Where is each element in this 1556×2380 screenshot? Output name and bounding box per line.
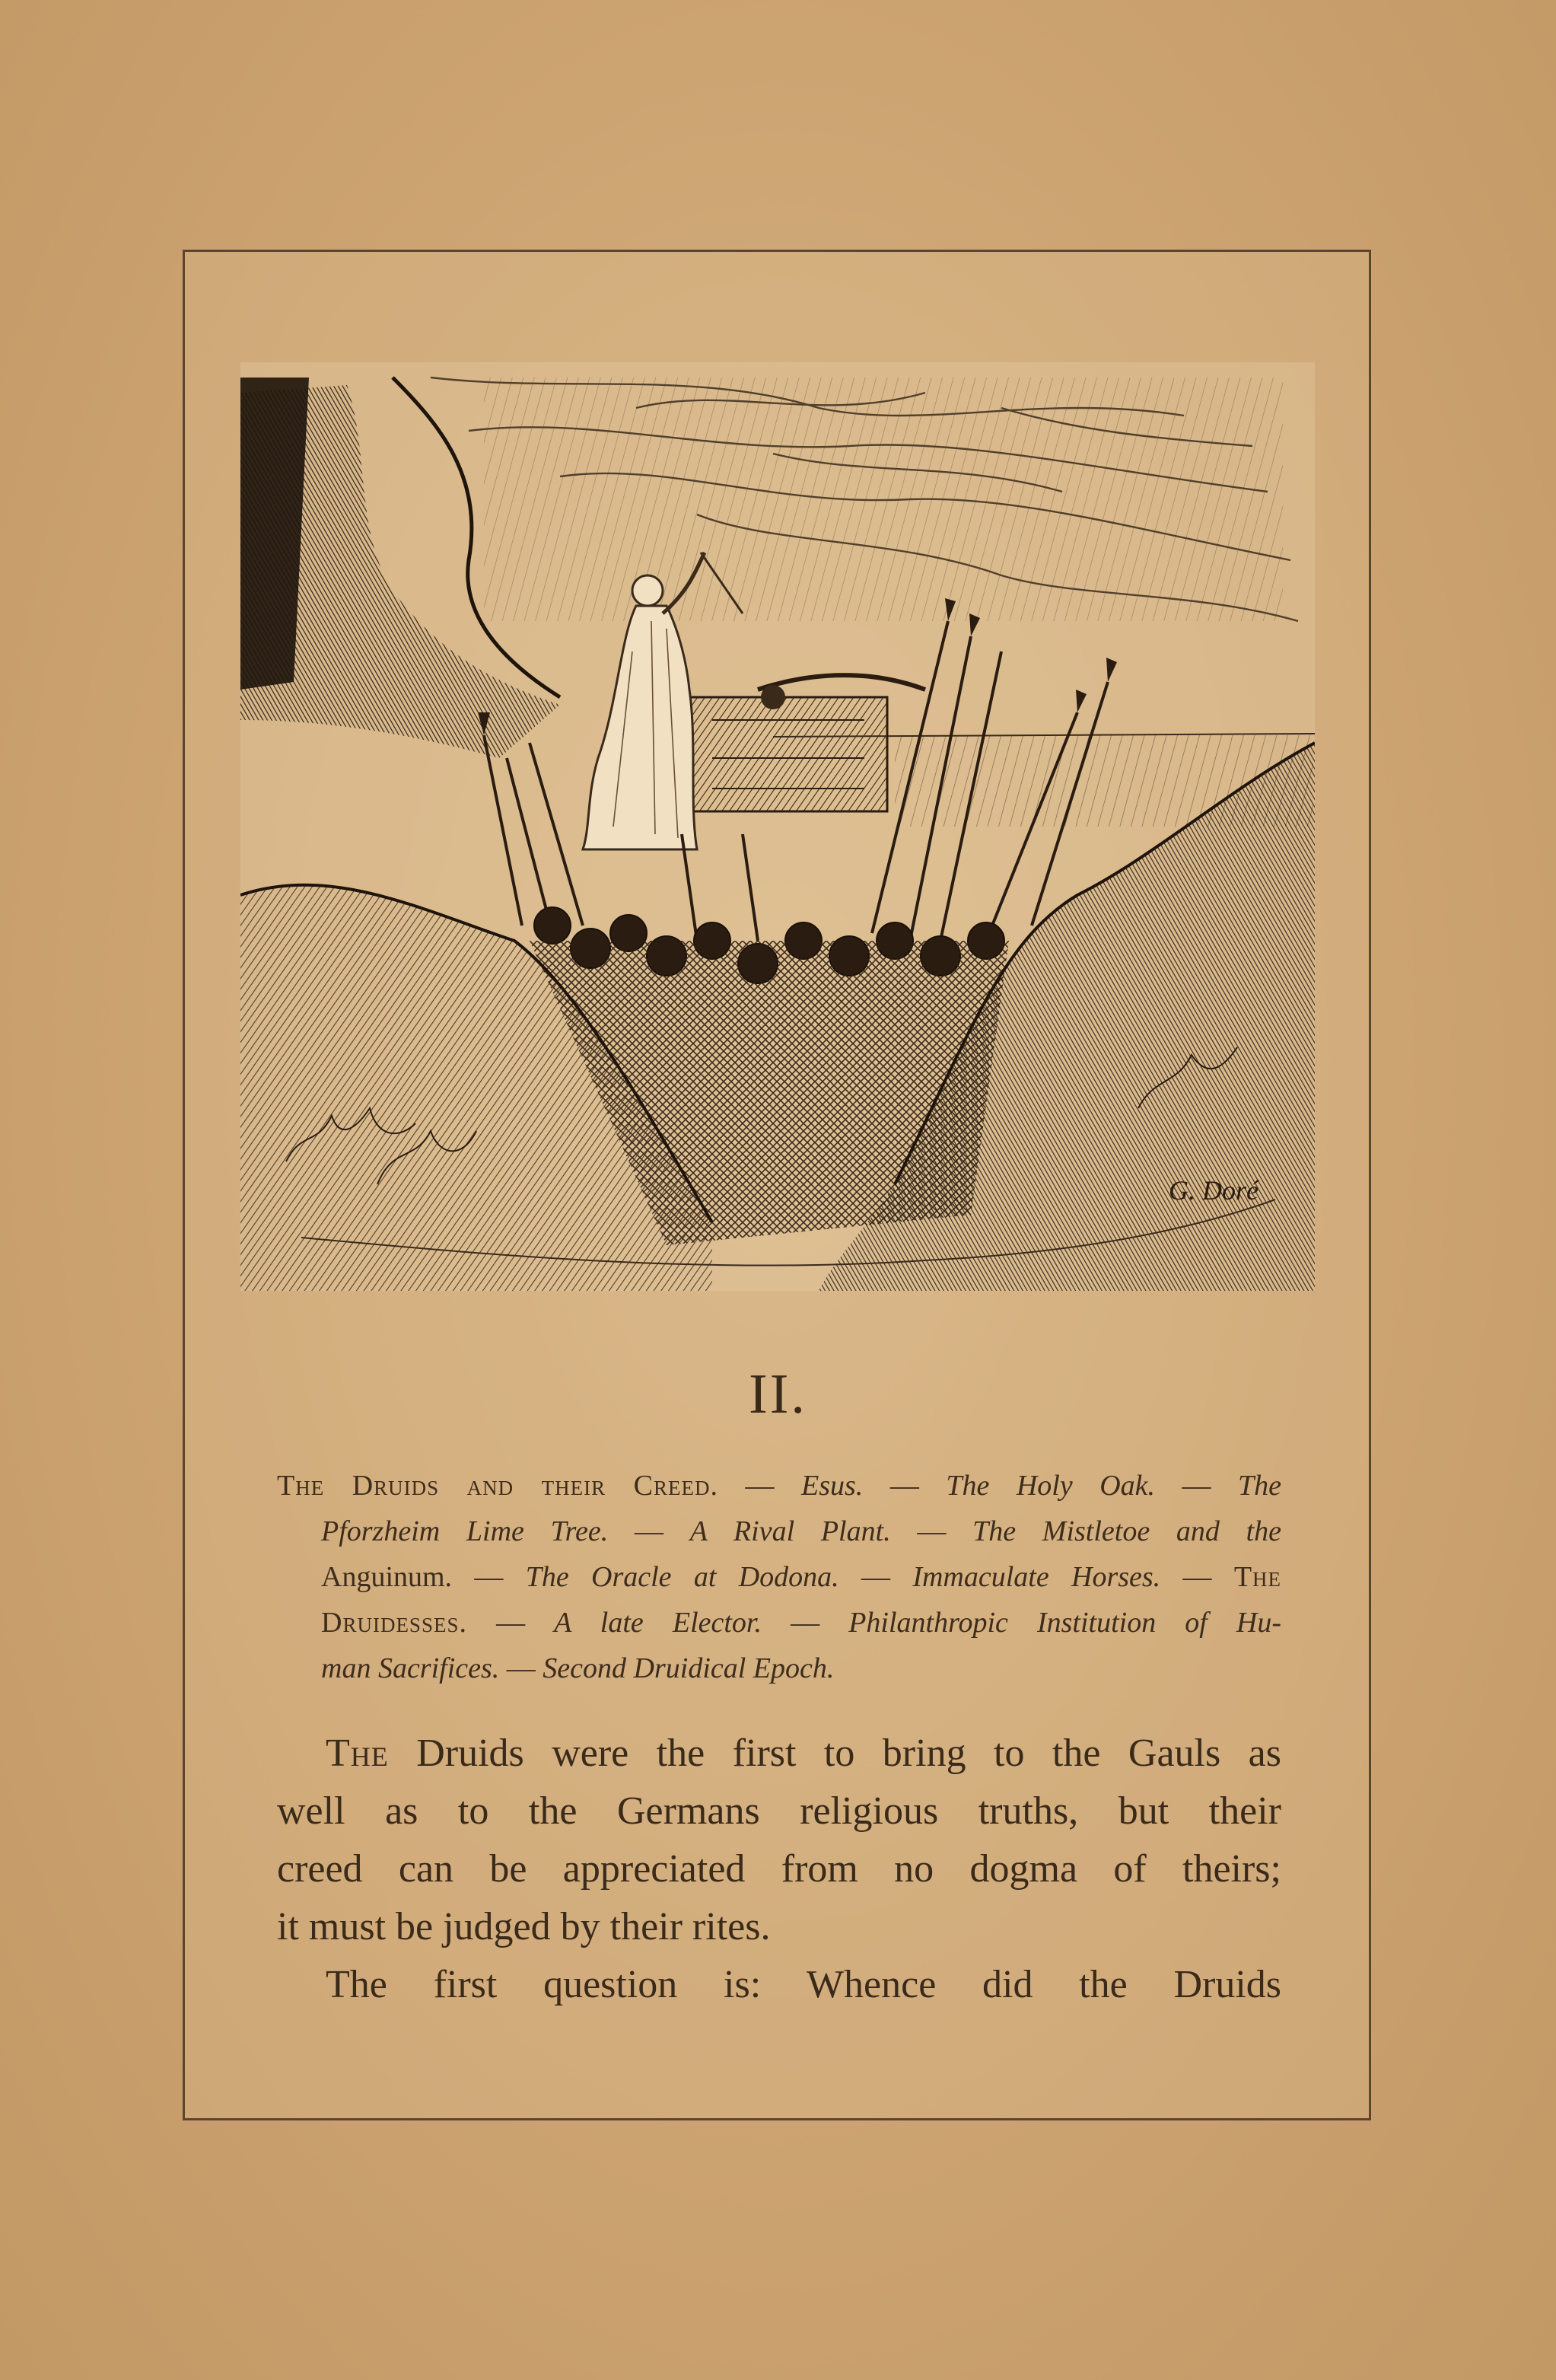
summary-segment: The Druids and their Creed. <box>277 1470 718 1502</box>
summary-segment: A Rival Plant. <box>689 1515 891 1547</box>
summary-segment: — <box>499 1652 543 1684</box>
body-line: creed can be appreciated from no dogma of theirs; <box>277 1847 1281 1891</box>
summary-segment: Anguinum. <box>321 1561 453 1593</box>
summary-segment: Druidesses. <box>321 1607 467 1639</box>
summary-segment: The <box>1233 1561 1282 1593</box>
summary-line <box>277 1554 1281 1600</box>
druid-sacrifice-engraving <box>240 362 1315 1291</box>
body-line: well as to the Germans religious truths, but their <box>277 1789 1281 1833</box>
summary-segment: Philanthropic Institution of Hu- <box>848 1607 1282 1639</box>
summary-segment: The <box>1238 1470 1282 1502</box>
summary-line <box>277 1463 1281 1509</box>
summary-segment: — <box>838 1561 913 1593</box>
summary-segment: — <box>1160 1561 1234 1593</box>
summary-line <box>277 1646 1281 1691</box>
body-line: it must be judged by their rites. <box>277 1905 771 1948</box>
body-line-text: Druids were the first to bring to the Gauls as <box>388 1732 1281 1775</box>
engraver-signature: G. Doré <box>1169 1175 1258 1206</box>
summary-segment: Immaculate Horses. <box>912 1561 1161 1593</box>
summary-segment: — <box>890 1515 973 1547</box>
summary-segment: — <box>762 1607 849 1639</box>
summary-segment: The Oracle at Dodona. <box>525 1561 839 1593</box>
summary-segment: man Sacrifices. <box>321 1652 500 1684</box>
body-lead-word: The <box>326 1732 389 1775</box>
summary-segment: — <box>466 1607 555 1639</box>
summary-segment: The Mistletoe and the <box>972 1515 1282 1547</box>
summary-segment: A late Elector. <box>554 1607 762 1639</box>
summary-segment: — <box>608 1515 690 1547</box>
summary-segment: — <box>863 1470 947 1502</box>
summary-line <box>277 1600 1281 1646</box>
body-text <box>277 1725 1281 2014</box>
summary-segment: Second Druidical Epoch. <box>543 1652 835 1684</box>
summary-segment: The Holy Oak. <box>946 1470 1156 1502</box>
summary-segment: — <box>718 1470 802 1502</box>
summary-line <box>277 1509 1281 1554</box>
body-line <box>277 1725 1281 1783</box>
summary-segment: Pforzheim Lime Tree. <box>321 1515 609 1547</box>
summary-segment: — <box>1155 1470 1239 1502</box>
summary-segment: Esus. <box>801 1470 864 1502</box>
engraving-illustration <box>240 362 1315 1291</box>
chapter-number: II. <box>749 1363 807 1426</box>
summary-segment: — <box>452 1561 526 1593</box>
chapter-summary <box>277 1463 1281 1691</box>
body-line: The first question is: Whence did the Druids <box>326 1963 1281 2006</box>
